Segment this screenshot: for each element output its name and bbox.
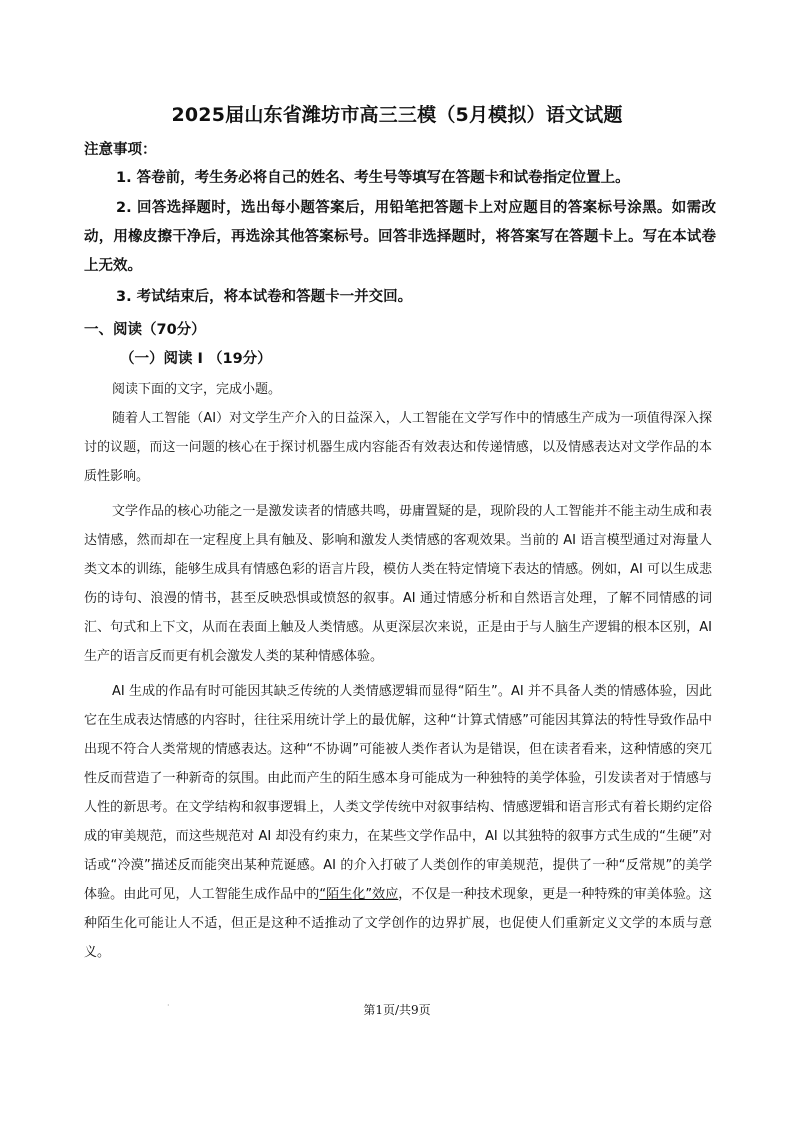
paragraph-3 (84, 677, 712, 967)
stray-dot: · (167, 1001, 170, 1010)
notice-heading: 注意事项： (84, 142, 157, 158)
page-footer: 第1页/共9页 (363, 1003, 431, 1017)
paragraph-2: 文学作品的核心功能之一是激发读者的情感共鸣，毋庸置疑的是，现阶段的人工智能并不能主动生成和表达情感，然而却在一定程度上具有触及、影响和激发人类情感的客观效果。当前的 AI 语言模型通过对海量人类文本的训练，能够生成具有情感色彩的语言片段，模仿人类在特定情境下表达的情感。例如，AI 可以生成悲伤的诗句、浪漫的情书，甚至反映恐惧或愤怒的叙事。AI 通过情感分析和自然语言处理，了解不同情感的词汇、句式和上下文，从而在表面上触及人类情感。从更深层次来说，正是由于与人脑生产逻辑的根本区别，AI 生产的语言反而更有机会激发人类的某种情感体验。 (84, 504, 712, 664)
reading-instruction: 阅读下面的文字，完成小题。 (112, 382, 282, 397)
underlined-phrase: “陌生化”效应 (319, 887, 399, 902)
notice-item-3: 3. 考试结束后，将本试卷和答题卡一并交回。 (116, 289, 413, 305)
paragraph-1: 随着人工智能（AI）对文学生产介入的日益深入，人工智能在文学写作中的情感生产成为一项值得深入探讨的议题，而这一问题的核心在于探讨机器生成内容能否有效表达和传递情感，以及情感表达对文学作品的本质性影响。 (84, 411, 712, 484)
section-heading: 一、阅读（70分） (84, 322, 206, 338)
paragraph-3-text-a: AI 生成的作品有时可能因其缺乏传统的人类情感逻辑而显得“陌生”。AI 并不具备人类的情感体验，因此它在生成表达情感的内容时，往往采用统计学上的最优解，这种“计算式情感”可能因其算法的特性导致作品中出现不符合人类常规的情感表达。这种“不协调”可能被人类作者认为是错误，但在读者看来，这种情感的突兀性反而营造了一种新奇的氛围。由此而产生的陌生感本身可能成为一种独特的美学体验，引发读者对于情感与人性的新思考。在文学结构和叙事逻辑上，人类文学传统中对叙事结构、情感逻辑和语言形式有着长期约定俗成的审美规范，而这些规范对 AI 却没有约束力，在某些文学作品中，AI 以其独特的叙事方式生成的“生硬”对话或“冷漠”描述反而能突出某种荒诞感。AI 的介入打破了人类创作的审美规范，提供了一种“反常规”的美学体验。由此可见，人工智能生成作品中的 (84, 684, 712, 902)
notice-item-1: 1. 答卷前，考生务必将自己的姓名、考生号等填写在答题卡和试卷指定位置上。 (116, 170, 630, 186)
subsection-heading: （一）阅读 I （19分） (120, 351, 272, 367)
notice-item-2: 2. 回答选择题时，选出每小题答案后，用铅笔把答题卡上对应题目的答案标号涂黑。如需改动，用橡皮擦干净后，再选涂其他答案标号。回答非选择题时，将答案写在答题卡上。写在本试卷上无效。 (84, 200, 716, 274)
paragraph-3-text-b: ，不仅是一种技术现象，更是一种特殊的审美体验。这种陌生化可能让人不适，但正是这种不适推动了文学创作的边界扩展，也促使人们重新定义文学的本质与意义。 (84, 887, 712, 960)
page-title: 2025届山东省潍坊市高三三模（5月模拟）语文试题 (171, 104, 623, 126)
